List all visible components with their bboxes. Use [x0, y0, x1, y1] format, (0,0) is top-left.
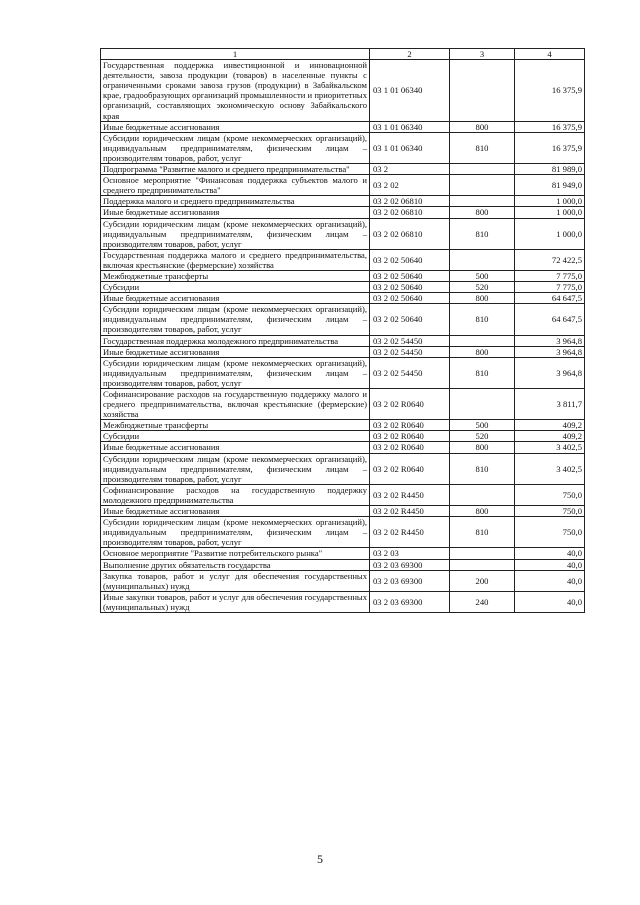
header-col-4: 4	[515, 49, 585, 60]
row-expense-type: 810	[450, 357, 515, 388]
row-expense-type	[450, 60, 515, 122]
row-amount: 7 775,0	[515, 270, 585, 281]
row-code: 03 2 02 50640	[370, 304, 450, 335]
row-expense-type: 800	[450, 346, 515, 357]
row-expense-type: 810	[450, 517, 515, 548]
table-row	[101, 196, 585, 207]
row-name: Иные бюджетные ассигнования	[101, 207, 370, 218]
table-row	[101, 453, 585, 484]
row-name: Иные бюджетные ассигнования	[101, 346, 370, 357]
row-name: Межбюджетные трансферты	[101, 270, 370, 281]
budget-table-container	[100, 48, 584, 613]
table-row	[101, 270, 585, 281]
row-amount: 40,0	[515, 570, 585, 591]
row-name: Государственная поддержка молодежного предпринимательства	[101, 335, 370, 346]
table-row	[101, 570, 585, 591]
row-name: Государственная поддержка инвестиционной и инновационной деятельности, завоза продукции (товаров) в населенные пункты с ограниченными сроками завоза грузов (продукции) в Забайкальском крае, градообразующих организаций промышленности и приоритетных организаций, составляющих экономическую основу Забайкальского края	[101, 60, 370, 122]
row-expense-type: 500	[450, 270, 515, 281]
table-row	[101, 304, 585, 335]
row-name: Субсидии юридическим лицам (кроме некоммерческих организаций), индивидуальным предпринимателям, физическим лицам – производителям товаров, работ, услуг	[101, 517, 370, 548]
row-amount: 16 375,9	[515, 60, 585, 122]
row-name: Субсидии юридическим лицам (кроме некоммерческих организаций), индивидуальным предпринимателям, физическим лицам – производителям товаров, работ, услуг	[101, 453, 370, 484]
row-name: Государственная поддержка малого и среднего предпринимательства, включая крестьянские (фермерские) хозяйства	[101, 249, 370, 270]
row-name: Субсидии	[101, 431, 370, 442]
row-expense-type	[450, 175, 515, 196]
table-row	[101, 591, 585, 612]
row-expense-type	[450, 559, 515, 570]
row-expense-type: 800	[450, 442, 515, 453]
row-amount: 3 402,5	[515, 453, 585, 484]
row-name: Иные бюджетные ассигнования	[101, 506, 370, 517]
table-row	[101, 60, 585, 122]
row-name: Субсидии юридическим лицам (кроме некоммерческих организаций), индивидуальным предпринимателям, физическим лицам – производителям товаров, работ, услуг	[101, 304, 370, 335]
table-row	[101, 293, 585, 304]
row-name: Софинансирование расходов на государственную поддержку малого и среднего предпринимательства, включая крестьянские (фермерские) хозяйства	[101, 389, 370, 420]
row-code: 03 2 02 R4450	[370, 506, 450, 517]
row-amount: 1 000,0	[515, 196, 585, 207]
table-row	[101, 517, 585, 548]
row-amount: 40,0	[515, 559, 585, 570]
page-number: 5	[317, 852, 323, 866]
row-amount: 3 964,8	[515, 346, 585, 357]
row-code: 03 2 03	[370, 548, 450, 559]
row-name: Межбюджетные трансферты	[101, 420, 370, 431]
row-code: 03 2 02 06810	[370, 207, 450, 218]
row-expense-type: 520	[450, 431, 515, 442]
row-code: 03 2 02 50640	[370, 293, 450, 304]
row-code: 03 2 02 50640	[370, 249, 450, 270]
row-name: Подпрограмма "Развитие малого и среднего предпринимательства"	[101, 164, 370, 175]
row-name: Субсидии юридическим лицам (кроме некоммерческих организаций), индивидуальным предпринимателям, физическим лицам – производителям товаров, работ, услуг	[101, 132, 370, 163]
row-amount: 81 949,0	[515, 175, 585, 196]
table-row	[101, 389, 585, 420]
table-row	[101, 431, 585, 442]
row-code: 03 2 03 69300	[370, 559, 450, 570]
row-code: 03 2 02 R0640	[370, 442, 450, 453]
row-expense-type: 240	[450, 591, 515, 612]
row-amount: 72 422,5	[515, 249, 585, 270]
row-expense-type	[450, 335, 515, 346]
table-row	[101, 218, 585, 249]
table-row	[101, 357, 585, 388]
row-name: Основное мероприятие "Финансовая поддержка субъектов малого и среднего предпринимательства"	[101, 175, 370, 196]
row-amount: 81 989,0	[515, 164, 585, 175]
row-amount: 1 000,0	[515, 218, 585, 249]
row-amount: 3 402,5	[515, 442, 585, 453]
row-expense-type: 810	[450, 218, 515, 249]
header-col-1: 1	[101, 49, 370, 60]
row-expense-type	[450, 389, 515, 420]
table-row	[101, 121, 585, 132]
header-col-3: 3	[450, 49, 515, 60]
row-code: 03 2 02 54450	[370, 346, 450, 357]
row-code: 03 2 02 R0640	[370, 420, 450, 431]
row-expense-type	[450, 249, 515, 270]
table-header-row	[101, 49, 585, 60]
row-code: 03 2 02 R0640	[370, 389, 450, 420]
row-expense-type	[450, 196, 515, 207]
row-amount: 3 964,8	[515, 357, 585, 388]
row-code: 03 1 01 06340	[370, 60, 450, 122]
row-code: 03 1 01 06340	[370, 121, 450, 132]
row-name: Закупка товаров, работ и услуг для обеспечения государственных (муниципальных) нужд	[101, 570, 370, 591]
table-row	[101, 559, 585, 570]
row-code: 03 2 02 R4450	[370, 517, 450, 548]
row-name: Иные бюджетные ассигнования	[101, 121, 370, 132]
budget-table	[100, 48, 585, 613]
row-expense-type: 810	[450, 453, 515, 484]
table-row	[101, 346, 585, 357]
row-code: 03 2	[370, 164, 450, 175]
table-row	[101, 132, 585, 163]
table-row	[101, 164, 585, 175]
row-amount: 1 000,0	[515, 207, 585, 218]
table-row	[101, 442, 585, 453]
row-name: Субсидии	[101, 282, 370, 293]
table-row	[101, 420, 585, 431]
row-code: 03 2 02 06810	[370, 218, 450, 249]
row-expense-type: 520	[450, 282, 515, 293]
row-amount: 750,0	[515, 506, 585, 517]
row-expense-type: 800	[450, 207, 515, 218]
table-row	[101, 335, 585, 346]
table-row	[101, 548, 585, 559]
row-name: Софинансирование расходов на государственную поддержку молодежного предпринимательства	[101, 484, 370, 505]
row-name: Иные бюджетные ассигнования	[101, 293, 370, 304]
row-expense-type: 810	[450, 132, 515, 163]
table-row	[101, 249, 585, 270]
row-amount: 750,0	[515, 484, 585, 505]
row-code: 03 1 01 06340	[370, 132, 450, 163]
row-amount: 3 811,7	[515, 389, 585, 420]
row-amount: 40,0	[515, 548, 585, 559]
row-expense-type: 500	[450, 420, 515, 431]
row-expense-type: 800	[450, 506, 515, 517]
row-amount: 64 647,5	[515, 293, 585, 304]
row-code: 03 2 02 50640	[370, 270, 450, 281]
row-amount: 64 647,5	[515, 304, 585, 335]
row-code: 03 2 02 R0640	[370, 431, 450, 442]
row-expense-type	[450, 484, 515, 505]
row-expense-type: 200	[450, 570, 515, 591]
row-name: Иные закупки товаров, работ и услуг для обеспечения государственных (муниципальных) нужд	[101, 591, 370, 612]
row-expense-type: 800	[450, 121, 515, 132]
table-row	[101, 175, 585, 196]
row-amount: 7 775,0	[515, 282, 585, 293]
row-code: 03 2 02 R0640	[370, 453, 450, 484]
row-expense-type: 810	[450, 304, 515, 335]
table-row	[101, 282, 585, 293]
row-amount: 409,2	[515, 420, 585, 431]
table-row	[101, 207, 585, 218]
row-name: Поддержка малого и среднего предпринимательства	[101, 196, 370, 207]
row-name: Субсидии юридическим лицам (кроме некоммерческих организаций), индивидуальным предпринимателям, физическим лицам – производителям товаров, работ, услуг	[101, 218, 370, 249]
row-amount: 40,0	[515, 591, 585, 612]
row-code: 03 2 02 50640	[370, 282, 450, 293]
row-amount: 16 375,9	[515, 121, 585, 132]
row-code: 03 2 02	[370, 175, 450, 196]
table-row	[101, 506, 585, 517]
row-name: Субсидии юридическим лицам (кроме некоммерческих организаций), индивидуальным предпринимателям, физическим лицам – производителям товаров, работ, услуг	[101, 357, 370, 388]
row-code: 03 2 02 06810	[370, 196, 450, 207]
row-code: 03 2 02 54450	[370, 335, 450, 346]
row-name: Выполнение других обязательств государства	[101, 559, 370, 570]
row-code: 03 2 02 R4450	[370, 484, 450, 505]
row-amount: 750,0	[515, 517, 585, 548]
row-name: Иные бюджетные ассигнования	[101, 442, 370, 453]
row-code: 03 2 03 69300	[370, 591, 450, 612]
row-expense-type: 800	[450, 293, 515, 304]
header-col-2: 2	[370, 49, 450, 60]
row-expense-type	[450, 548, 515, 559]
table-row	[101, 484, 585, 505]
row-amount: 409,2	[515, 431, 585, 442]
row-name: Основное мероприятие "Развитие потребительского рынка"	[101, 548, 370, 559]
row-code: 03 2 02 54450	[370, 357, 450, 388]
row-code: 03 2 03 69300	[370, 570, 450, 591]
row-amount: 3 964,8	[515, 335, 585, 346]
row-expense-type	[450, 164, 515, 175]
row-amount: 16 375,9	[515, 132, 585, 163]
